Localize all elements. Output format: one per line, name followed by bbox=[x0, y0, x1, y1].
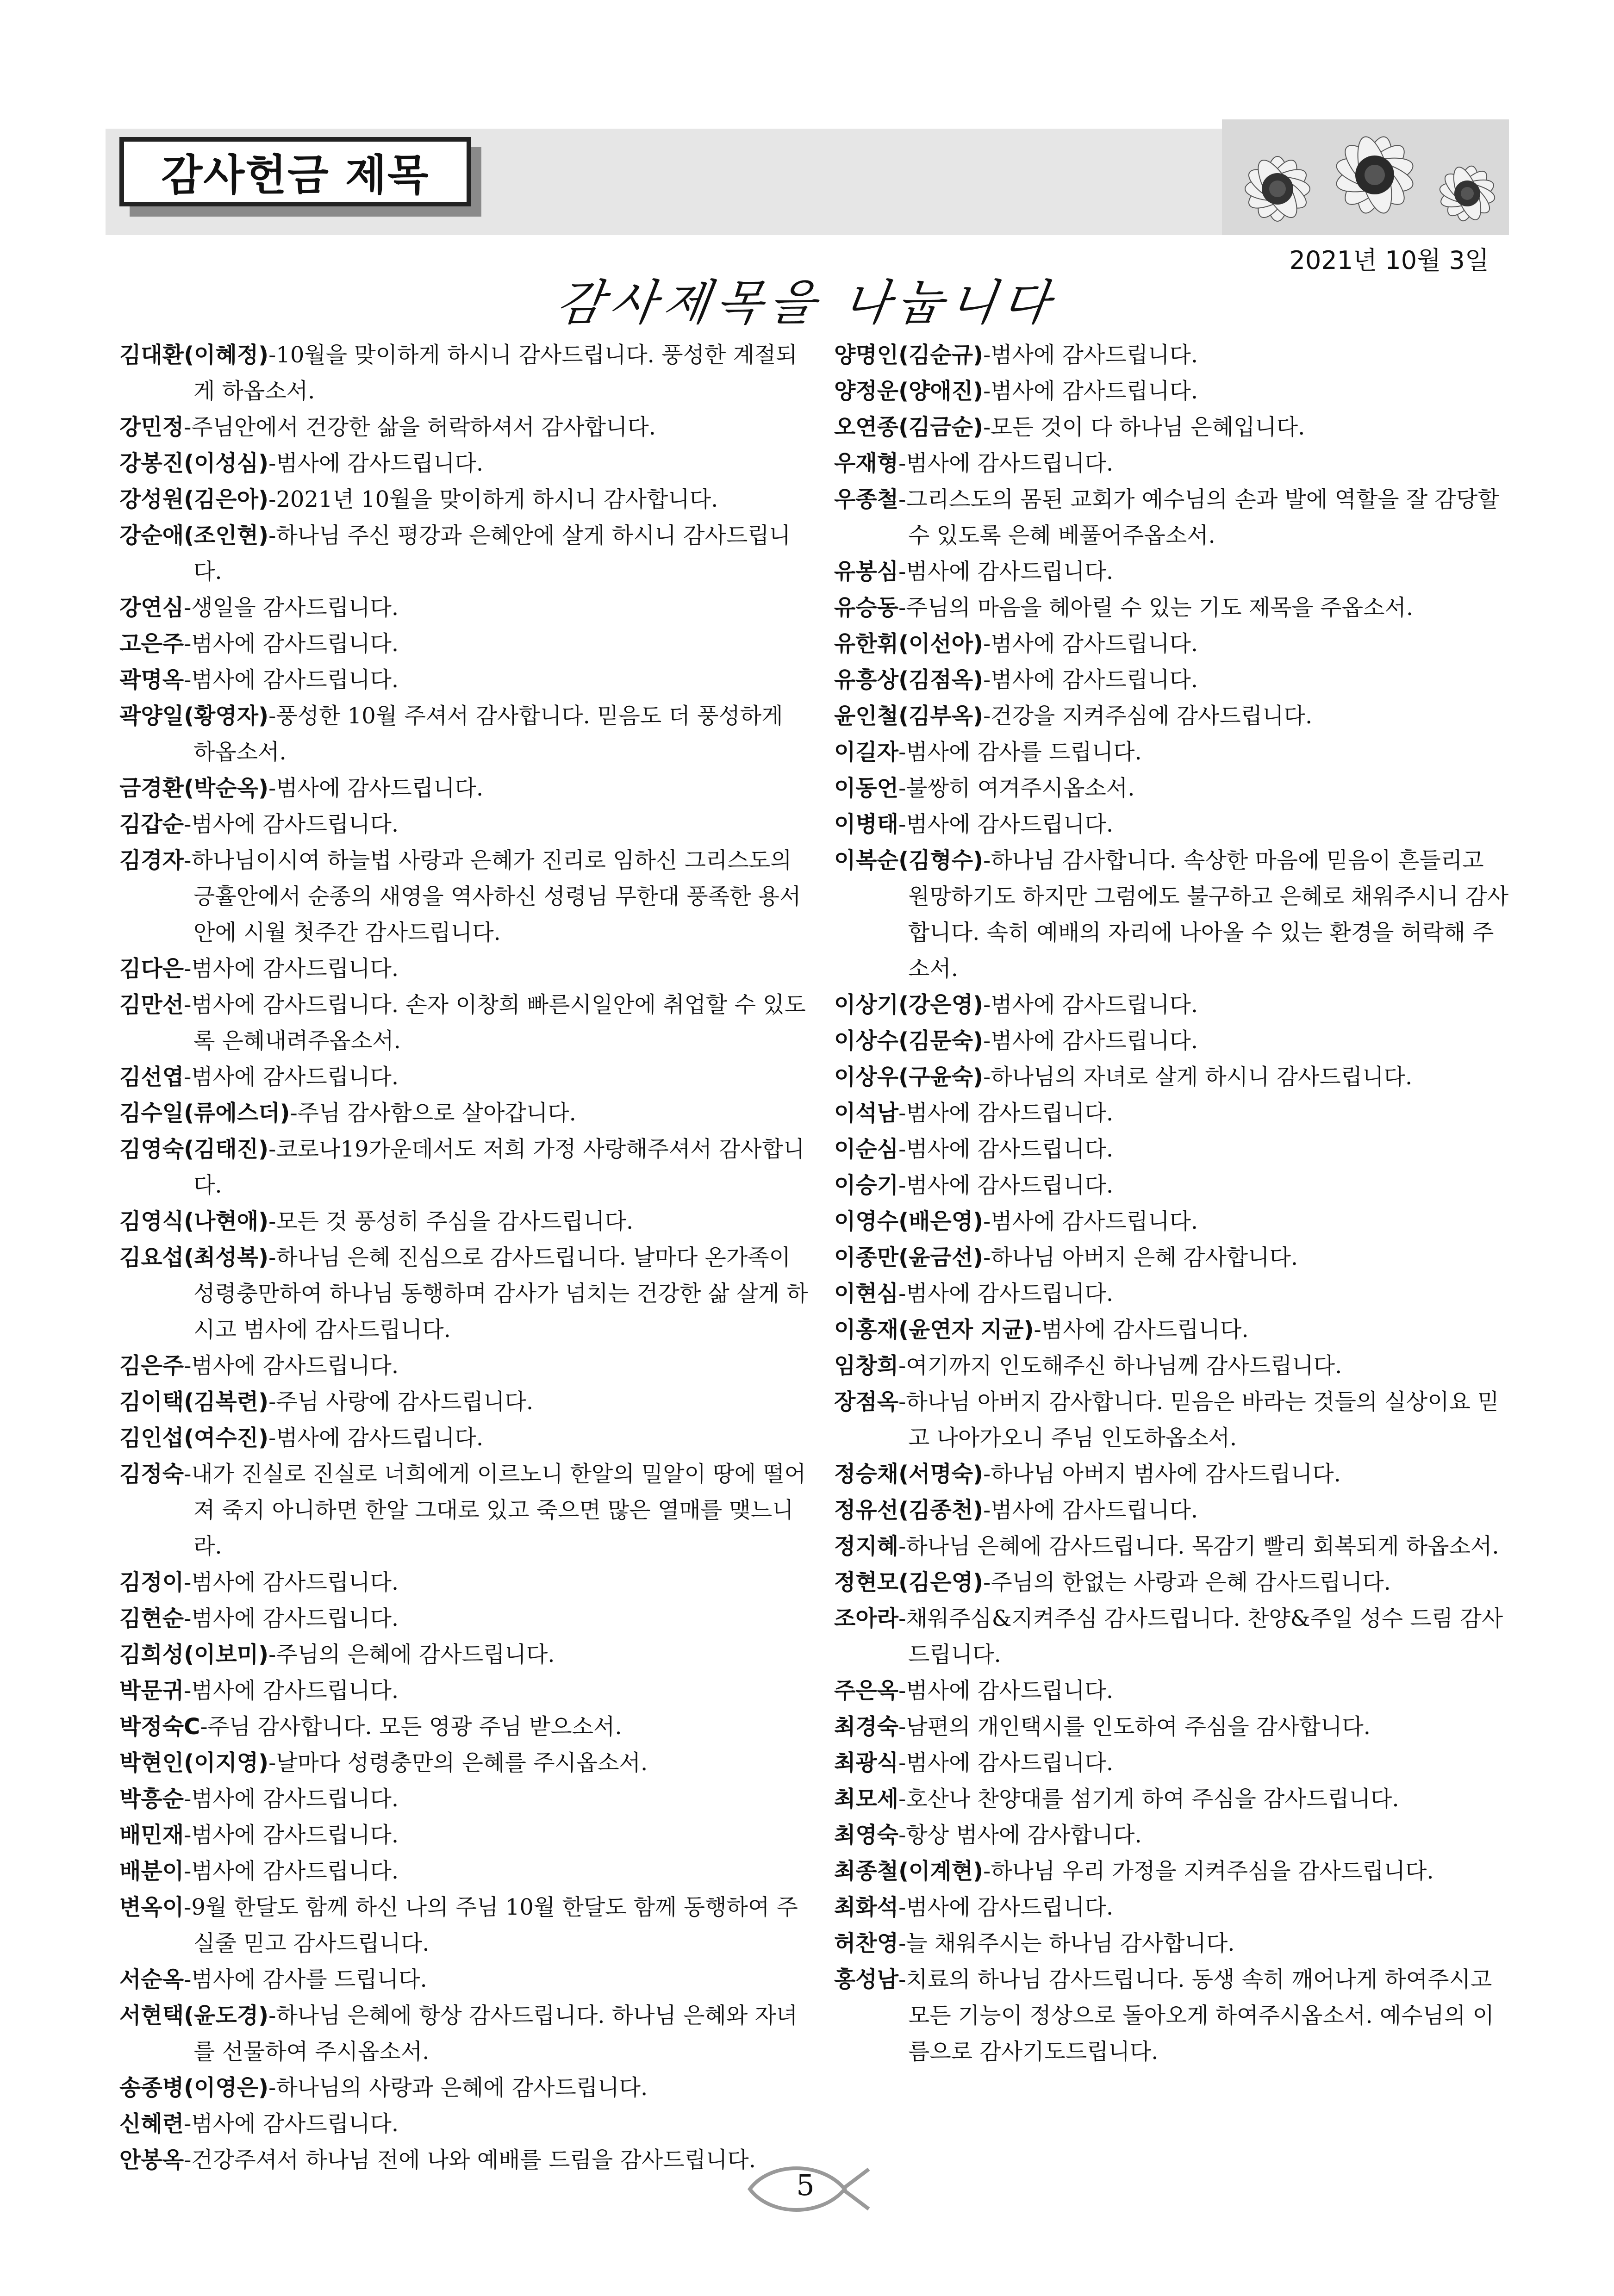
thanksgiving-entry bbox=[834, 1203, 1510, 1239]
entry-name: 유한휘(이선아) bbox=[834, 631, 984, 657]
entry-name: 김경자 bbox=[119, 847, 184, 873]
entry-text: -범사에 감사드립니다. bbox=[983, 667, 1198, 693]
entry-name: 이상기(강은영) bbox=[834, 992, 984, 1018]
entry-name: 장점옥 bbox=[834, 1389, 899, 1415]
entry-name: 최영숙 bbox=[834, 1822, 899, 1848]
entry-name: 이복순(김형수) bbox=[834, 847, 984, 873]
entry-text: -여기까지 인도해주신 하나님께 감사드립니다. bbox=[898, 1353, 1342, 1379]
entry-text: -범사에 감사드립니다. bbox=[268, 775, 484, 801]
entry-name: 강연심 bbox=[119, 595, 184, 621]
entry-name: 정현모(김은영) bbox=[834, 1569, 984, 1595]
entry-name: 김선엽 bbox=[119, 1064, 184, 1090]
thanksgiving-entry bbox=[119, 1853, 809, 1889]
thanksgiving-entry bbox=[119, 698, 809, 770]
entry-text: -범사에 감사드립니다. bbox=[184, 1858, 399, 1884]
entry-text: -범사에 감사드립니다. bbox=[983, 342, 1198, 368]
thanksgiving-entry bbox=[834, 806, 1510, 842]
entry-name: 김정숙 bbox=[119, 1461, 184, 1487]
entry-name: 양정운(양애진) bbox=[834, 378, 984, 404]
entry-name: 강민정 bbox=[119, 414, 184, 440]
thanksgiving-entry bbox=[834, 373, 1510, 409]
thanksgiving-entry bbox=[834, 662, 1510, 698]
entry-text: -범사에 감사드립니다. bbox=[268, 450, 484, 476]
thanksgiving-entry bbox=[834, 1528, 1510, 1564]
thanksgiving-entry bbox=[834, 1709, 1510, 1745]
entry-text: -건강을 지켜주심에 감사드립니다. bbox=[983, 703, 1313, 729]
thanksgiving-entry bbox=[834, 1817, 1510, 1853]
thanksgiving-entry bbox=[834, 842, 1510, 987]
thanksgiving-entry bbox=[119, 2142, 809, 2178]
entry-text: -범사에 감사드립니다. bbox=[1034, 1317, 1249, 1343]
entry-name: 곽명옥 bbox=[119, 667, 184, 693]
entry-name: 이승기 bbox=[834, 1172, 899, 1198]
entry-name: 서현택(윤도경) bbox=[119, 2003, 269, 2028]
thanksgiving-entry bbox=[834, 987, 1510, 1023]
thanksgiving-entry bbox=[119, 806, 809, 842]
entry-name: 박정숙C bbox=[119, 1714, 200, 1740]
thanksgiving-entry bbox=[834, 1745, 1510, 1781]
thanksgiving-entry bbox=[119, 951, 809, 987]
entry-text: -범사에 감사드립니다. bbox=[184, 811, 399, 837]
entry-text: -하나님 은혜에 감사드립니다. 목감기 빨리 회복되게 하옵소서. bbox=[898, 1533, 1499, 1559]
thanksgiving-entry bbox=[119, 1564, 809, 1600]
entry-text: -하나님 아버지 감사합니다. 믿음은 바라는 것들의 실상이요 믿고 나아가오니 주님 인도하옵소서. bbox=[898, 1389, 1499, 1451]
entry-text: -주님의 마음을 헤아릴 수 있는 기도 제목을 주옵소서. bbox=[898, 595, 1414, 621]
entry-name: 신혜련 bbox=[119, 2111, 184, 2137]
entry-name: 이병태 bbox=[834, 811, 899, 837]
subtitle: 감사제목을 나눕니다 bbox=[553, 274, 1060, 331]
thanksgiving-entry bbox=[834, 770, 1510, 806]
thanksgiving-entry bbox=[119, 1673, 809, 1709]
entry-text: -하나님 은혜에 항상 감사드립니다. 하나님 은혜와 자녀를 선물하여 주시옵소서. bbox=[193, 2003, 798, 2065]
entry-name: 안봉옥 bbox=[119, 2147, 184, 2173]
entry-name: 김현순 bbox=[119, 1605, 184, 1631]
entry-text: -코로나19가운데서도 저희 가정 사랑해주셔서 감사합니다. bbox=[193, 1136, 805, 1198]
thanksgiving-entry bbox=[119, 1384, 809, 1420]
entry-name: 홍성남 bbox=[834, 1966, 899, 1992]
entry-name: 유승동 bbox=[834, 595, 899, 621]
entry-text: -범사에 감사드립니다. bbox=[898, 450, 1114, 476]
entry-text: -범사에 감사드립니다. bbox=[184, 2111, 399, 2137]
thanksgiving-entry bbox=[834, 445, 1510, 481]
thanksgiving-entry bbox=[119, 1961, 809, 1997]
entry-text: -범사에 감사드립니다. bbox=[184, 631, 399, 657]
entry-name: 이종만(윤금선) bbox=[834, 1244, 984, 1270]
thanksgiving-entry bbox=[119, 626, 809, 662]
entry-text: -내가 진실로 진실로 너희에게 이르노니 한알의 밀알이 땅에 떨어져 죽지 아니하면 한알 그대로 있고 죽으면 많은 열매를 맺느니라. bbox=[184, 1461, 806, 1559]
entry-name: 김영숙(김태진) bbox=[119, 1136, 269, 1162]
entry-text: -범사에 감사드립니다. bbox=[898, 559, 1114, 585]
thanksgiving-entry bbox=[834, 337, 1510, 373]
entry-name: 이홍재(윤연자 지균) bbox=[834, 1317, 1034, 1343]
entry-text: -하나님 아버지 은혜 감사합니다. bbox=[983, 1244, 1298, 1270]
entry-name: 금경환(박순옥) bbox=[119, 775, 269, 801]
thanksgiving-entry bbox=[834, 1781, 1510, 1817]
thanksgiving-entry bbox=[834, 1384, 1510, 1456]
entry-text: -치료의 하나님 감사드립니다. 동생 속히 깨어나게 하여주시고 모든 기능이 정상으로 돌아오게 하여주시옵소서. 예수님의 이름으로 감사기도드립니다. bbox=[898, 1966, 1495, 2065]
entry-name: 김수일(류에스더) bbox=[119, 1100, 290, 1126]
entry-text: -범사에 감사드립니다. bbox=[184, 1678, 399, 1704]
thanksgiving-entry bbox=[834, 1167, 1510, 1203]
entry-name: 배분이 bbox=[119, 1858, 184, 1884]
entry-name: 김요섭(최성복) bbox=[119, 1244, 269, 1270]
thanksgiving-entry bbox=[119, 2106, 809, 2142]
thanksgiving-entry bbox=[119, 337, 809, 409]
entry-text: -10월을 맞이하게 하시니 감사드립니다. 풍성한 계절되게 하옵소서. bbox=[193, 342, 798, 404]
entry-text: -하나님 은혜 진심으로 감사드립니다. 날마다 온가족이 성령충만하여 하나님 동행하며 감사가 넘치는 건강한 삶 살게 하시고 범사에 감사드립니다. bbox=[193, 1244, 808, 1343]
thanksgiving-entry bbox=[119, 1059, 809, 1095]
thanksgiving-entry bbox=[119, 1709, 809, 1745]
entry-text: -범사에 감사드립니다. bbox=[898, 1678, 1114, 1704]
entry-name: 윤인철(김부옥) bbox=[834, 703, 984, 729]
section-title: 감사헌금 제목 bbox=[161, 150, 430, 200]
thanksgiving-entry bbox=[119, 2070, 809, 2106]
thanksgiving-entry bbox=[119, 445, 809, 481]
entry-name: 박현인(이지영) bbox=[119, 1750, 269, 1776]
entry-text: -하나님이시여 하늘법 사랑과 은혜가 진리로 임하신 그리스도의 긍휼안에서 순종의 새영을 역사하신 성령님 무한대 풍족한 용서안에 시월 첫주간 감사드립니다. bbox=[184, 847, 801, 946]
entry-name: 서순옥 bbox=[119, 1966, 184, 1992]
entry-text: -범사에 감사드립니다. bbox=[983, 631, 1198, 657]
entry-name: 김인섭(여수진) bbox=[119, 1425, 269, 1451]
sunflower-image bbox=[1222, 119, 1509, 235]
entry-name: 최모세 bbox=[834, 1786, 899, 1812]
thanksgiving-entry bbox=[834, 1600, 1510, 1673]
thanksgiving-entry bbox=[119, 1095, 809, 1131]
entry-text: -채워주심&지켜주심 감사드립니다. 찬양&주일 성수 드림 감사드립니다. bbox=[898, 1605, 1503, 1668]
thanksgiving-entry bbox=[834, 1889, 1510, 1925]
thanksgiving-entry bbox=[119, 842, 809, 951]
entry-name: 정승채(서명숙) bbox=[834, 1461, 984, 1487]
entry-text: -2021년 10월을 맞이하게 하시니 감사합니다. bbox=[268, 486, 718, 512]
page-number: 5 bbox=[796, 2168, 815, 2202]
entry-name: 고은주 bbox=[119, 631, 184, 657]
thanksgiving-entry bbox=[834, 1853, 1510, 1889]
entry-text: -범사에 감사드립니다. bbox=[898, 1750, 1114, 1776]
thanksgiving-entry bbox=[834, 1925, 1510, 1961]
entry-text: -하나님의 자녀로 살게 하시니 감사드립니다. bbox=[983, 1064, 1413, 1090]
entry-name: 허찬영 bbox=[834, 1930, 899, 1956]
entry-name: 김대환(이혜정) bbox=[119, 342, 269, 368]
entry-name: 김영식(나현애) bbox=[119, 1208, 269, 1234]
entry-text: -모든 것이 다 하나님 은혜입니다. bbox=[983, 414, 1305, 440]
entry-text: -범사에 감사드립니다. bbox=[184, 956, 399, 982]
thanksgiving-entry bbox=[834, 626, 1510, 662]
entries-left-column bbox=[119, 337, 809, 2178]
entry-text: -범사에 감사드립니다. bbox=[184, 1786, 399, 1812]
entry-text: -하나님 감사합니다. 속상한 마음에 믿음이 흔들리고 원망하기도 하지만 그럼에도 불구하고 은혜로 채워주시니 감사합니다. 속히 예배의 자리에 나아올 수 있는 환경을 허락해 주소서. bbox=[908, 847, 1509, 982]
entry-name: 임창희 bbox=[834, 1353, 899, 1379]
entry-name: 강성원(김은아) bbox=[119, 486, 269, 512]
entry-text: -주님 감사합니다. 모든 영광 주님 받으소서. bbox=[200, 1714, 622, 1740]
entry-name: 최경숙 bbox=[834, 1714, 899, 1740]
entry-text: -늘 채워주시는 하나님 감사합니다. bbox=[898, 1930, 1235, 1956]
entry-text: -범사에 감사드립니다. bbox=[184, 1569, 399, 1595]
entry-text: -범사에 감사드립니다. bbox=[898, 1136, 1114, 1162]
entry-name: 이길자 bbox=[834, 739, 899, 765]
thanksgiving-entry bbox=[834, 1276, 1510, 1312]
entry-name: 유흥상(김점옥) bbox=[834, 667, 984, 693]
entry-name: 김다은 bbox=[119, 956, 184, 982]
thanksgiving-entry bbox=[834, 1059, 1510, 1095]
entry-text: -범사에 감사드립니다. bbox=[898, 1894, 1114, 1920]
thanksgiving-entry bbox=[119, 517, 809, 590]
entry-text: -주님 사랑에 감사드립니다. bbox=[268, 1389, 534, 1415]
thanksgiving-entry bbox=[119, 1781, 809, 1817]
thanksgiving-entry bbox=[834, 1492, 1510, 1528]
thanksgiving-entry bbox=[834, 409, 1510, 445]
entry-text: -주님안에서 건강한 삶을 허락하셔서 감사합니다. bbox=[184, 414, 656, 440]
entry-name: 조아라 bbox=[834, 1605, 899, 1631]
thanksgiving-entry bbox=[834, 698, 1510, 734]
entry-text: -주님의 한없는 사랑과 은혜 감사드립니다. bbox=[983, 1569, 1391, 1595]
entry-text: -범사에 감사드립니다. bbox=[983, 1497, 1198, 1523]
entry-text: -범사에 감사를 드립니다. bbox=[898, 739, 1142, 765]
thanksgiving-entry bbox=[834, 1312, 1510, 1348]
entry-name: 우재형 bbox=[834, 450, 899, 476]
thanksgiving-entry bbox=[119, 1348, 809, 1384]
thanksgiving-entry bbox=[834, 1023, 1510, 1059]
thanksgiving-entry bbox=[119, 1636, 809, 1673]
entry-text: -호산나 찬양대를 섬기게 하여 주심을 감사드립니다. bbox=[898, 1786, 1399, 1812]
entry-name: 유봉심 bbox=[834, 559, 899, 585]
entry-text: -9월 한달도 함께 하신 나의 주님 10월 한달도 함께 동행하여 주실줄 믿고 감사드립니다. bbox=[184, 1894, 798, 1956]
thanksgiving-entry bbox=[834, 1095, 1510, 1131]
entry-name: 오연종(김금순) bbox=[834, 414, 984, 440]
entry-text: -하나님의 사랑과 은혜에 감사드립니다. bbox=[268, 2075, 648, 2101]
entry-text: -하나님 주신 평강과 은혜안에 살게 하시니 감사드립니다. bbox=[193, 523, 791, 585]
entry-text: -범사에 감사드립니다. 손자 이창희 빠른시일안에 취업할 수 있도록 은혜내려주옵소서. bbox=[184, 992, 806, 1054]
thanksgiving-entry bbox=[834, 1348, 1510, 1384]
thanksgiving-entry bbox=[119, 1239, 809, 1348]
entry-name: 김이택(김복련) bbox=[119, 1389, 269, 1415]
entry-name: 정지혜 bbox=[834, 1533, 899, 1559]
entry-name: 양명인(김순규) bbox=[834, 342, 984, 368]
thanksgiving-entry bbox=[834, 554, 1510, 590]
entry-text: -범사에 감사드립니다. bbox=[983, 1028, 1198, 1054]
thanksgiving-entry bbox=[119, 590, 809, 626]
entry-name: 우종철 bbox=[834, 486, 899, 512]
entry-text: -하나님 우리 가정을 지켜주심을 감사드립니다. bbox=[983, 1858, 1434, 1884]
entry-text: -범사에 감사드립니다. bbox=[898, 1172, 1114, 1198]
entry-name: 이현심 bbox=[834, 1281, 899, 1307]
thanksgiving-entry bbox=[834, 1564, 1510, 1600]
entry-name: 최종철(이계현) bbox=[834, 1858, 984, 1884]
thanksgiving-entry bbox=[834, 1961, 1510, 2070]
entry-name: 김만선 bbox=[119, 992, 184, 1018]
entry-text: -범사에 감사드립니다. bbox=[184, 1353, 399, 1379]
bulletin-date: 2021년 10월 3일 bbox=[1289, 246, 1489, 275]
entry-name: 강순애(조인현) bbox=[119, 523, 269, 548]
thanksgiving-entry bbox=[119, 1600, 809, 1636]
entry-text: -그리스도의 몸된 교회가 예수님의 손과 발에 역할을 잘 감당할 수 있도록 은혜 베풀어주옵소서. bbox=[898, 486, 1499, 548]
entry-text: -날마다 성령충만의 은혜를 주시옵소서. bbox=[268, 1750, 648, 1776]
entry-text: -범사에 감사드립니다. bbox=[898, 811, 1114, 837]
thanksgiving-entry bbox=[119, 662, 809, 698]
section-title-box bbox=[119, 137, 471, 206]
thanksgiving-entry bbox=[119, 1131, 809, 1203]
thanksgiving-entry bbox=[119, 1420, 809, 1456]
entry-name: 이동언 bbox=[834, 775, 899, 801]
entry-name: 최화석 bbox=[834, 1894, 899, 1920]
entry-text: -남편의 개인택시를 인도하여 주심을 감사합니다. bbox=[898, 1714, 1371, 1740]
entry-text: -주님 감사함으로 살아갑니다. bbox=[290, 1100, 576, 1126]
thanksgiving-entry bbox=[834, 1131, 1510, 1167]
entry-name: 김정이 bbox=[119, 1569, 184, 1595]
entry-name: 이석남 bbox=[834, 1100, 899, 1126]
thanksgiving-entry bbox=[834, 481, 1510, 554]
entry-text: -주님의 은혜에 감사드립니다. bbox=[268, 1642, 555, 1668]
entry-name: 김은주 bbox=[119, 1353, 184, 1379]
entry-name: 강봉진(이성심) bbox=[119, 450, 269, 476]
thanksgiving-entry bbox=[119, 1997, 809, 2070]
thanksgiving-entry bbox=[119, 1745, 809, 1781]
entry-text: -범사에 감사를 드립니다. bbox=[184, 1966, 427, 1992]
entry-name: 이영수(배은영) bbox=[834, 1208, 984, 1234]
thanksgiving-entry bbox=[834, 1673, 1510, 1709]
thanksgiving-entry bbox=[119, 987, 809, 1059]
thanksgiving-entry bbox=[119, 1889, 809, 1961]
thanksgiving-entry bbox=[834, 734, 1510, 770]
entry-text: -풍성한 10월 주셔서 감사합니다. 믿음도 더 풍성하게 하옵소서. bbox=[193, 703, 783, 765]
entry-name: 김희성(이보미) bbox=[119, 1642, 269, 1668]
thanksgiving-entry bbox=[834, 1456, 1510, 1492]
entry-name: 이상우(구윤숙) bbox=[834, 1064, 984, 1090]
entry-text: -범사에 감사드립니다. bbox=[983, 1208, 1198, 1234]
thanksgiving-entry bbox=[119, 770, 809, 806]
entry-name: 곽양일(황영자) bbox=[119, 703, 269, 729]
entry-text: -건강주셔서 하나님 전에 나와 예배를 드림을 감사드립니다. bbox=[184, 2147, 756, 2173]
thanksgiving-entry bbox=[119, 481, 809, 517]
entry-text: -범사에 감사드립니다. bbox=[268, 1425, 484, 1451]
entry-text: -범사에 감사드립니다. bbox=[184, 1822, 399, 1848]
entry-name: 변옥이 bbox=[119, 1894, 184, 1920]
entry-name: 이상수(김문숙) bbox=[834, 1028, 984, 1054]
entry-text: -범사에 감사드립니다. bbox=[898, 1100, 1114, 1126]
entry-name: 김갑순 bbox=[119, 811, 184, 837]
entry-name: 이순심 bbox=[834, 1136, 899, 1162]
entry-text: -범사에 감사드립니다. bbox=[983, 992, 1198, 1018]
thanksgiving-entry bbox=[834, 590, 1510, 626]
entry-name: 박문귀 bbox=[119, 1678, 184, 1704]
entry-text: -모든 것 풍성히 주심을 감사드립니다. bbox=[268, 1208, 634, 1234]
entry-text: -범사에 감사드립니다. bbox=[184, 1605, 399, 1631]
entry-name: 배민재 bbox=[119, 1822, 184, 1848]
entry-text: -하나님 아버지 범사에 감사드립니다. bbox=[983, 1461, 1341, 1487]
thanksgiving-entry bbox=[119, 1456, 809, 1564]
entry-text: -범사에 감사드립니다. bbox=[184, 1064, 399, 1090]
entry-name: 송종병(이영은) bbox=[119, 2075, 269, 2101]
entry-name: 정유선(김종천) bbox=[834, 1497, 984, 1523]
thanksgiving-entry bbox=[119, 1203, 809, 1239]
entries-right-column bbox=[834, 337, 1510, 2070]
entry-name: 박흥순 bbox=[119, 1786, 184, 1812]
thanksgiving-entry bbox=[834, 1239, 1510, 1276]
thanksgiving-entry bbox=[119, 409, 809, 445]
entry-text: -불쌍히 여겨주시옵소서. bbox=[898, 775, 1135, 801]
entry-text: -범사에 감사드립니다. bbox=[983, 378, 1198, 404]
thanksgiving-entry bbox=[119, 1817, 809, 1853]
entry-text: -범사에 감사드립니다. bbox=[898, 1281, 1114, 1307]
entry-name: 주은옥 bbox=[834, 1678, 899, 1704]
entry-text: -생일을 감사드립니다. bbox=[184, 595, 399, 621]
entry-text: -항상 범사에 감사합니다. bbox=[898, 1822, 1142, 1848]
entry-name: 최광식 bbox=[834, 1750, 899, 1776]
entry-text: -범사에 감사드립니다. bbox=[184, 667, 399, 693]
